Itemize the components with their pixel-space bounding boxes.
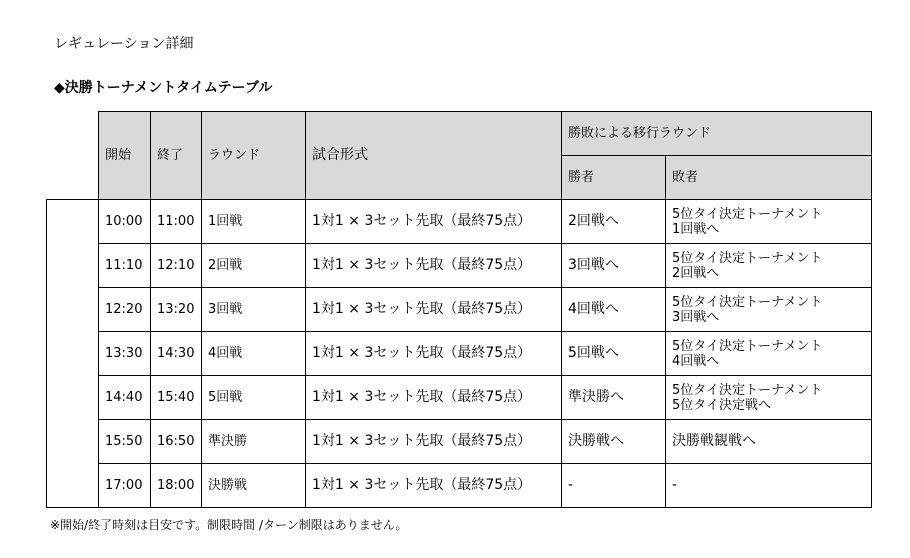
table-row	[47, 288, 872, 332]
loser-line-2: 3回戦へ	[672, 309, 720, 325]
cell-start: 17:00	[99, 464, 151, 508]
header-end: 終了	[151, 112, 202, 200]
cell-end: 13:20	[151, 288, 202, 332]
loser-line-2: 2回戦へ	[672, 265, 720, 281]
cell-winner: 決勝戦へ	[562, 420, 666, 464]
cell-winner: 5回戦へ	[562, 332, 666, 376]
cell-loser	[666, 288, 872, 332]
loser-line-1: 5位タイ決定トーナメント	[672, 338, 823, 354]
cell-start: 14:40	[99, 376, 151, 420]
blank-header-cell	[47, 112, 99, 200]
cell-loser	[666, 244, 872, 288]
cell-format: 1対1 × 3セット先取（最終75点）	[306, 200, 562, 244]
footnote: ※開始/終了時刻は目安です。制限時間 /ターン制限はありません。	[50, 518, 408, 532]
loser-line-1: -	[672, 477, 678, 493]
cell-start: 15:50	[99, 420, 151, 464]
cell-winner: 準決勝へ	[562, 376, 666, 420]
table-row	[47, 200, 872, 244]
cell-start: 12:20	[99, 288, 151, 332]
cell-end: 16:50	[151, 420, 202, 464]
header-transition: 勝敗による移行ラウンド	[562, 112, 872, 156]
cell-round: 4回戦	[202, 332, 306, 376]
loser-line-1: 5位タイ決定トーナメント	[672, 206, 823, 222]
cell-end: 15:40	[151, 376, 202, 420]
cell-format: 1対1 × 3セット先取（最終75点）	[306, 288, 562, 332]
cell-winner: 4回戦へ	[562, 288, 666, 332]
cell-winner: 3回戦へ	[562, 244, 666, 288]
loser-line-1: 決勝戦観戦へ	[672, 433, 756, 449]
cell-end: 14:30	[151, 332, 202, 376]
cell-round: 1回戦	[202, 200, 306, 244]
cell-end: 18:00	[151, 464, 202, 508]
table-row	[47, 464, 872, 508]
section-title: レギュレーション詳細	[54, 36, 194, 52]
header-loser: 敗者	[666, 156, 872, 200]
cell-winner: 2回戦へ	[562, 200, 666, 244]
cell-loser	[666, 200, 872, 244]
cell-format: 1対1 × 3セット先取（最終75点）	[306, 376, 562, 420]
side-blank-cell	[47, 200, 99, 508]
header-round: ラウンド	[202, 112, 306, 200]
cell-format: 1対1 × 3セット先取（最終75点）	[306, 420, 562, 464]
cell-round: 準決勝	[202, 420, 306, 464]
cell-loser	[666, 332, 872, 376]
header-start: 開始	[99, 112, 151, 200]
cell-loser	[666, 464, 872, 508]
cell-end: 11:00	[151, 200, 202, 244]
table-row	[47, 244, 872, 288]
loser-line-1: 5位タイ決定トーナメント	[672, 250, 823, 266]
cell-format: 1対1 × 3セット先取（最終75点）	[306, 332, 562, 376]
table-row	[47, 376, 872, 420]
cell-format: 1対1 × 3セット先取（最終75点）	[306, 244, 562, 288]
cell-start: 11:10	[99, 244, 151, 288]
cell-end: 12:10	[151, 244, 202, 288]
cell-start: 13:30	[99, 332, 151, 376]
loser-line-1: 5位タイ決定トーナメント	[672, 294, 823, 310]
loser-line-2: 5位タイ決定戦へ	[672, 397, 772, 413]
cell-format: 1対1 × 3セット先取（最終75点）	[306, 464, 562, 508]
cell-loser	[666, 376, 872, 420]
cell-round: 決勝戦	[202, 464, 306, 508]
table-title: ◆決勝トーナメントタイムテーブル	[54, 80, 273, 96]
loser-line-2: 4回戦へ	[672, 353, 720, 369]
header-winner: 勝者	[562, 156, 666, 200]
cell-round: 3回戦	[202, 288, 306, 332]
table-row	[47, 420, 872, 464]
cell-start: 10:00	[99, 200, 151, 244]
header-format: 試合形式	[306, 112, 562, 200]
loser-line-1: 5位タイ決定トーナメント	[672, 382, 823, 398]
cell-round: 5回戦	[202, 376, 306, 420]
cell-winner: -	[562, 464, 666, 508]
cell-loser	[666, 420, 872, 464]
table-row	[47, 332, 872, 376]
cell-round: 2回戦	[202, 244, 306, 288]
timetable	[46, 111, 872, 508]
loser-line-2: 1回戦へ	[672, 221, 720, 237]
